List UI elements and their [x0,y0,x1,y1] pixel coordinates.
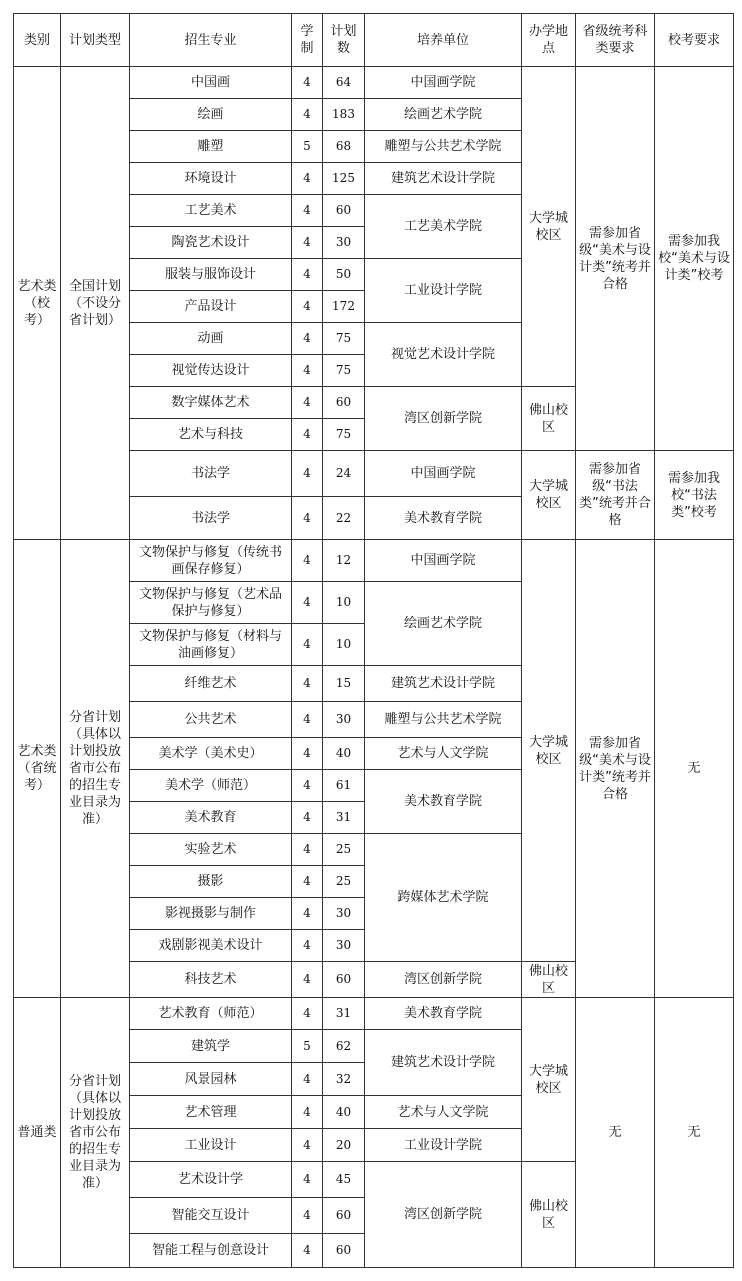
campus-cell: 佛山校区 [522,1162,576,1268]
unit-cell: 美术教育学院 [365,998,522,1030]
years-cell: 4 [292,1063,323,1096]
major-cell: 风景园林 [130,1063,292,1096]
major-cell: 美术教育 [130,802,292,834]
quota-cell: 60 [323,195,365,227]
quota-cell: 31 [323,998,365,1030]
provincial-req-cell: 需参加省级“美术与设计类”统考并合格 [576,67,655,451]
school-req-cell: 需参加我校“书法类”校考 [655,451,734,540]
major-cell: 美术学（美术史） [130,738,292,770]
major-cell: 工业设计 [130,1129,292,1162]
quota-cell: 22 [323,497,365,540]
major-cell: 绘画 [130,99,292,131]
years-cell: 4 [292,195,323,227]
quota-cell: 183 [323,99,365,131]
quota-cell: 125 [323,163,365,195]
unit-cell: 工业设计学院 [365,1129,522,1162]
major-cell: 文物保护与修复（传统书画保存修复） [130,540,292,582]
years-cell: 4 [292,540,323,582]
major-cell: 视觉传达设计 [130,355,292,387]
quota-cell: 62 [323,1030,365,1063]
header-unit: 培养单位 [365,14,522,67]
header-quota: 计划数 [323,14,365,67]
years-cell: 4 [292,1234,323,1268]
major-cell: 艺术管理 [130,1096,292,1129]
major-cell: 书法学 [130,497,292,540]
unit-cell: 艺术与人文学院 [365,738,522,770]
years-cell: 4 [292,451,323,497]
years-cell: 4 [292,866,323,898]
header-years: 学制 [292,14,323,67]
major-cell: 科技艺术 [130,962,292,998]
quota-cell: 30 [323,702,365,738]
quota-cell: 15 [323,666,365,702]
years-cell: 4 [292,962,323,998]
major-cell: 摄影 [130,866,292,898]
major-cell: 影视摄影与制作 [130,898,292,930]
section-category: 艺术类（校考） [14,67,61,540]
provincial-req-cell: 无 [576,998,655,1268]
campus-cell: 大学城校区 [522,451,576,540]
school-req-cell: 无 [655,540,734,998]
years-cell: 4 [292,163,323,195]
major-cell: 公共艺术 [130,702,292,738]
quota-cell: 75 [323,355,365,387]
years-cell: 5 [292,131,323,163]
quota-cell: 60 [323,1198,365,1234]
years-cell: 4 [292,1096,323,1129]
header-campus: 办学地点 [522,14,576,67]
years-cell: 4 [292,666,323,702]
years-cell: 4 [292,1162,323,1198]
major-cell: 纤维艺术 [130,666,292,702]
quota-cell: 30 [323,227,365,259]
quota-cell: 40 [323,1096,365,1129]
table-row [14,540,734,582]
years-cell: 4 [292,497,323,540]
quota-cell: 12 [323,540,365,582]
major-cell: 工艺美术 [130,195,292,227]
table-row [14,998,734,1030]
unit-cell: 雕塑与公共艺术学院 [365,702,522,738]
years-cell: 4 [292,898,323,930]
quota-cell: 61 [323,770,365,802]
quota-cell: 60 [323,962,365,998]
quota-cell: 75 [323,323,365,355]
years-cell: 4 [292,834,323,866]
quota-cell: 25 [323,834,365,866]
quota-cell: 50 [323,259,365,291]
quota-cell: 40 [323,738,365,770]
quota-cell: 45 [323,1162,365,1198]
major-cell: 服装与服饰设计 [130,259,292,291]
unit-cell: 雕塑与公共艺术学院 [365,131,522,163]
years-cell: 4 [292,259,323,291]
unit-cell: 湾区创新学院 [365,962,522,998]
major-cell: 数字媒体艺术 [130,387,292,419]
major-cell: 环境设计 [130,163,292,195]
provincial-req-cell: 需参加省级“美术与设计类”统考并合格 [576,540,655,998]
campus-cell: 佛山校区 [522,387,576,451]
years-cell: 4 [292,802,323,834]
unit-cell: 中国画学院 [365,451,522,497]
unit-cell: 工业设计学院 [365,259,522,323]
major-cell: 中国画 [130,67,292,99]
header-row [14,14,734,67]
years-cell: 4 [292,355,323,387]
section-plan-type: 分省计划（具体以计划投放省市公布的招生专业目录为准） [61,998,130,1268]
major-cell: 产品设计 [130,291,292,323]
quota-cell: 30 [323,898,365,930]
major-cell: 智能工程与创意设计 [130,1234,292,1268]
major-cell: 文物保护与修复（艺术品保护与修复） [130,582,292,624]
unit-cell: 美术教育学院 [365,497,522,540]
quota-cell: 31 [323,802,365,834]
unit-cell: 中国画学院 [365,540,522,582]
major-cell: 艺术与科技 [130,419,292,451]
quota-cell: 20 [323,1129,365,1162]
years-cell: 4 [292,770,323,802]
quota-cell: 60 [323,387,365,419]
major-cell: 文物保护与修复（材料与油画修复） [130,624,292,666]
campus-cell: 大学城校区 [522,540,576,962]
major-cell: 实验艺术 [130,834,292,866]
major-cell: 书法学 [130,451,292,497]
years-cell: 4 [292,99,323,131]
years-cell: 4 [292,1198,323,1234]
campus-cell: 大学城校区 [522,998,576,1162]
years-cell: 5 [292,1030,323,1063]
major-cell: 建筑学 [130,1030,292,1063]
section-category: 艺术类（省统考） [14,540,61,998]
years-cell: 4 [292,291,323,323]
major-cell: 陶瓷艺术设计 [130,227,292,259]
provincial-req-cell: 需参加省级“书法类”统考并合格 [576,451,655,540]
header-plan-type: 计划类型 [61,14,130,67]
major-cell: 动画 [130,323,292,355]
quota-cell: 25 [323,866,365,898]
admission-plan-table [13,13,734,1268]
years-cell: 4 [292,227,323,259]
unit-cell: 跨媒体艺术学院 [365,834,522,962]
years-cell: 4 [292,998,323,1030]
years-cell: 4 [292,419,323,451]
years-cell: 4 [292,67,323,99]
unit-cell: 艺术与人文学院 [365,1096,522,1129]
unit-cell: 工艺美术学院 [365,195,522,259]
unit-cell: 绘画艺术学院 [365,582,522,666]
unit-cell: 绘画艺术学院 [365,99,522,131]
section-plan-type: 分省计划（具体以计划投放省市公布的招生专业目录为准） [61,540,130,998]
quota-cell: 24 [323,451,365,497]
unit-cell: 湾区创新学院 [365,387,522,451]
header-school-req: 校考要求 [655,14,734,67]
school-req-cell: 需参加我校“美术与设计类”校考 [655,67,734,451]
years-cell: 4 [292,1129,323,1162]
major-cell: 艺术设计学 [130,1162,292,1198]
years-cell: 4 [292,930,323,962]
unit-cell: 建筑艺术设计学院 [365,666,522,702]
quota-cell: 172 [323,291,365,323]
major-cell: 雕塑 [130,131,292,163]
years-cell: 4 [292,624,323,666]
years-cell: 4 [292,387,323,419]
table-row [14,67,734,99]
major-cell: 艺术教育（师范） [130,998,292,1030]
header-category: 类别 [14,14,61,67]
quota-cell: 32 [323,1063,365,1096]
campus-cell: 佛山校区 [522,962,576,998]
major-cell: 智能交互设计 [130,1198,292,1234]
years-cell: 4 [292,323,323,355]
header-major: 招生专业 [130,14,292,67]
major-cell: 戏剧影视美术设计 [130,930,292,962]
quota-cell: 60 [323,1234,365,1268]
section-plan-type: 全国计划（不设分省计划） [61,67,130,540]
quota-cell: 10 [323,582,365,624]
unit-cell: 湾区创新学院 [365,1162,522,1268]
unit-cell: 中国画学院 [365,67,522,99]
years-cell: 4 [292,738,323,770]
major-cell: 美术学（师范） [130,770,292,802]
quota-cell: 68 [323,131,365,163]
unit-cell: 建筑艺术设计学院 [365,1030,522,1096]
section-category: 普通类 [14,998,61,1268]
quota-cell: 30 [323,930,365,962]
school-req-cell: 无 [655,998,734,1268]
years-cell: 4 [292,582,323,624]
quota-cell: 10 [323,624,365,666]
unit-cell: 视觉艺术设计学院 [365,323,522,387]
quota-cell: 75 [323,419,365,451]
years-cell: 4 [292,702,323,738]
quota-cell: 64 [323,67,365,99]
unit-cell: 美术教育学院 [365,770,522,834]
unit-cell: 建筑艺术设计学院 [365,163,522,195]
campus-cell: 大学城校区 [522,67,576,387]
header-provincial-req: 省级统考科类要求 [576,14,655,67]
